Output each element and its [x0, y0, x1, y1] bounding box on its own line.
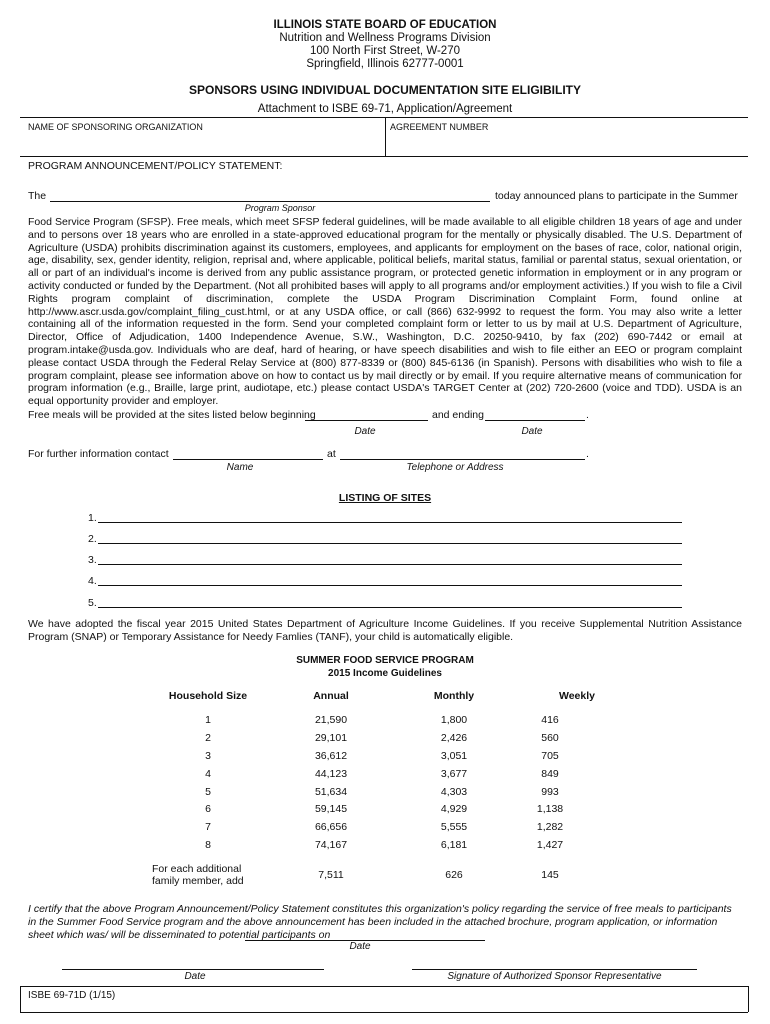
site-5-line[interactable] [98, 607, 682, 608]
name-caption: Name [226, 462, 254, 473]
header-monthly: Monthly [433, 690, 475, 702]
table-title-1: SUMMER FOOD SERVICE PROGRAM [296, 655, 474, 666]
address-line-1: 100 North First Street, W-270 [310, 45, 460, 57]
additional-monthly: 626 [445, 869, 463, 881]
household-size-cell: 2 [205, 732, 211, 744]
policy-statement-body: Food Service Program (SFSP). Free meals, which meet SFSP federal guidelines, will be made available to all eligible children 18 years of age and under and to persons over 18 years who are enrolled in a state-approved educational program for the mentally or physically disabled. The U.S. Department of Agriculture (USDA) prohibits discrimination against its customers, employees, and applicants for employment on the bases of race, color, national origin, age, disability, sex, gender identity, religion, reprisal and, where applicable, political beliefs, marital status, familial or parental status, sexual orientation, or all or part of an individual's income is derived from any public assistance program, or protected genetic information in employment or in any program or activity conducted or funded by the Department. (Not all prohibited bases will apply to all programs and/or employment activities.) If you wish to file a Civil Rights program complaint of discrimination, complete the USDA Program Discrimination Complaint Form, found online at http://www.ascr.usda.gov/complaint_filing_cust.html, or at any USDA office, or call (866) 632-9992 to request the form. You may also write a letter containing all of the information requested in the form. Send your completed complaint form or letter to us by mail at U.S. Department of Agriculture, Director, Office of Adjudication, 1400 Independence Avenue, S.W., Washington, D.C. 20250-9410, by fax (202) 690-7442 or email at program.intake@usda.gov. Individuals who are deaf, hard of hearing, or have speech disabilities and wish to file either an EEO or program complaint please contact USDA through the Federal Relay Service at (800) 877-8339 or (800) 845-6136 (in Spanish). Persons with disabilities who wish to file a program complaint, please see information above on how to contact us by mail directly or by email. If you require alternative means of communication for program information (e.g., Braille, large print, audiotape, etc.) please contact USDA's TARGET Center at (202) 720-2600 (voice and TDD). USDA is an equal opportunity provider and employer. [28, 216, 742, 408]
site-3-line[interactable] [98, 564, 682, 565]
site-4-line[interactable] [98, 585, 682, 586]
period-2: . [586, 448, 589, 460]
weekly-cell: 1,138 [536, 803, 564, 815]
footer-left-rule [20, 986, 21, 1012]
weekly-cell: 849 [541, 768, 559, 780]
site-3-number: 3. [88, 554, 97, 566]
monthly-cell: 5,555 [440, 821, 468, 833]
additional-label-2: family member, add [152, 875, 244, 887]
signature-line[interactable] [412, 969, 697, 970]
annual-cell: 36,612 [314, 750, 348, 762]
monthly-cell: 4,929 [440, 803, 468, 815]
footer-top-rule [20, 986, 748, 987]
weekly-cell: 993 [541, 786, 559, 798]
site-5-number: 5. [88, 597, 97, 609]
agreement-number-label: AGREEMENT NUMBER [390, 122, 489, 132]
form-number: ISBE 69-71D (1/15) [28, 990, 116, 1001]
monthly-cell: 2,426 [440, 732, 468, 744]
household-size-cell: 7 [205, 821, 211, 833]
site-2-line[interactable] [98, 543, 682, 544]
contact-phone-line[interactable] [340, 459, 585, 460]
period-1: . [586, 409, 589, 421]
sign-date-caption: Date [184, 971, 206, 982]
header-household-size: Household Size [168, 690, 248, 702]
table-title-2: 2015 Income Guidelines [328, 668, 442, 679]
footer-bottom-rule [20, 1012, 748, 1013]
at-text: at [327, 448, 336, 460]
monthly-cell: 6,181 [440, 839, 468, 851]
household-size-cell: 3 [205, 750, 211, 762]
agreement-number-field[interactable] [390, 136, 740, 152]
footer-right-rule [748, 986, 749, 1012]
form-title: SPONSORS USING INDIVIDUAL DOCUMENTATION SITE ELIGIBILITY [188, 83, 582, 97]
monthly-cell: 3,051 [440, 750, 468, 762]
and-ending-text: and ending [432, 409, 484, 421]
the-word: The [28, 190, 47, 202]
annual-cell: 59,145 [314, 803, 348, 815]
statement-heading: PROGRAM ANNOUNCEMENT/POLICY STATEMENT: [28, 160, 283, 172]
phone-caption: Telephone or Address [406, 462, 504, 473]
household-size-cell: 5 [205, 786, 211, 798]
contact-name-line[interactable] [173, 459, 323, 460]
header-annual: Annual [313, 690, 349, 702]
program-sponsor-line[interactable] [50, 201, 490, 202]
listing-of-sites-heading: LISTING OF SITES [338, 492, 432, 504]
additional-label-1: For each additional [152, 863, 242, 875]
weekly-cell: 416 [541, 714, 559, 726]
additional-annual: 7,511 [318, 869, 344, 881]
attachment-note: Attachment to ISBE 69-71, Application/Agreement [257, 103, 513, 115]
annual-cell: 21,590 [314, 714, 348, 726]
guidelines-intro: We have adopted the fiscal year 2015 United States Department of Agriculture Income Guidelines. If you receive Supplemental Nutrition Assistance Program (SNAP) or Temporary Assistance for Needy Famlies (TANF), your child is automatically eligible. [28, 618, 742, 643]
header-weekly: Weekly [559, 690, 595, 702]
weekly-cell: 705 [541, 750, 559, 762]
weekly-cell: 1,427 [536, 839, 564, 851]
household-size-cell: 6 [205, 803, 211, 815]
annual-cell: 29,101 [314, 732, 348, 744]
certification-text: I certify that the above Program Announcement/Policy Statement constitutes this organization's policy regarding the service of free meals to participants in the Summer Food Service program and the above announcement has been included in the attached brochure, program application, or information sheet which was/ will be disseminated to potential participants on [28, 903, 732, 941]
sponsoring-org-label: NAME OF SPONSORING ORGANIZATION [28, 122, 203, 132]
annual-cell: 74,167 [314, 839, 348, 851]
annual-cell: 51,634 [314, 786, 348, 798]
signature-caption: Signature of Authorized Sponsor Representative [447, 971, 662, 982]
site-4-number: 4. [88, 575, 97, 587]
division-name: Nutrition and Wellness Programs Division [279, 32, 491, 44]
begin-date-line[interactable] [305, 420, 428, 421]
end-date-caption: Date [521, 426, 543, 437]
program-sponsor-caption: Program Sponsor [244, 203, 316, 213]
monthly-cell: 1,800 [440, 714, 468, 726]
sponsoring-org-field[interactable] [28, 136, 378, 152]
box-bottom-rule [20, 156, 748, 157]
end-date-line[interactable] [485, 420, 585, 421]
site-1-number: 1. [88, 512, 97, 524]
dissemination-date-caption: Date [349, 941, 371, 952]
household-size-cell: 8 [205, 839, 211, 851]
address-line-2: Springfield, Illinois 62777-0001 [306, 58, 464, 70]
additional-weekly: 145 [541, 869, 559, 881]
site-2-number: 2. [88, 533, 97, 545]
annual-cell: 66,656 [314, 821, 348, 833]
weekly-cell: 560 [541, 732, 559, 744]
begin-date-caption: Date [354, 426, 376, 437]
free-meals-text: Free meals will be provided at the sites listed below beginning [28, 409, 316, 421]
monthly-cell: 3,677 [440, 768, 468, 780]
monthly-cell: 4,303 [440, 786, 468, 798]
box-top-rule [20, 117, 748, 118]
household-size-cell: 4 [205, 768, 211, 780]
site-1-line[interactable] [98, 522, 682, 523]
contact-text: For further information contact [28, 448, 169, 460]
household-size-cell: 1 [205, 714, 211, 726]
box-divider [385, 117, 386, 156]
agency-name: ILLINOIS STATE BOARD OF EDUCATION [273, 19, 497, 31]
sign-date-line[interactable] [62, 969, 324, 970]
weekly-cell: 1,282 [536, 821, 564, 833]
annual-cell: 44,123 [314, 768, 348, 780]
announced-text: today announced plans to participate in the Summer [495, 190, 738, 202]
